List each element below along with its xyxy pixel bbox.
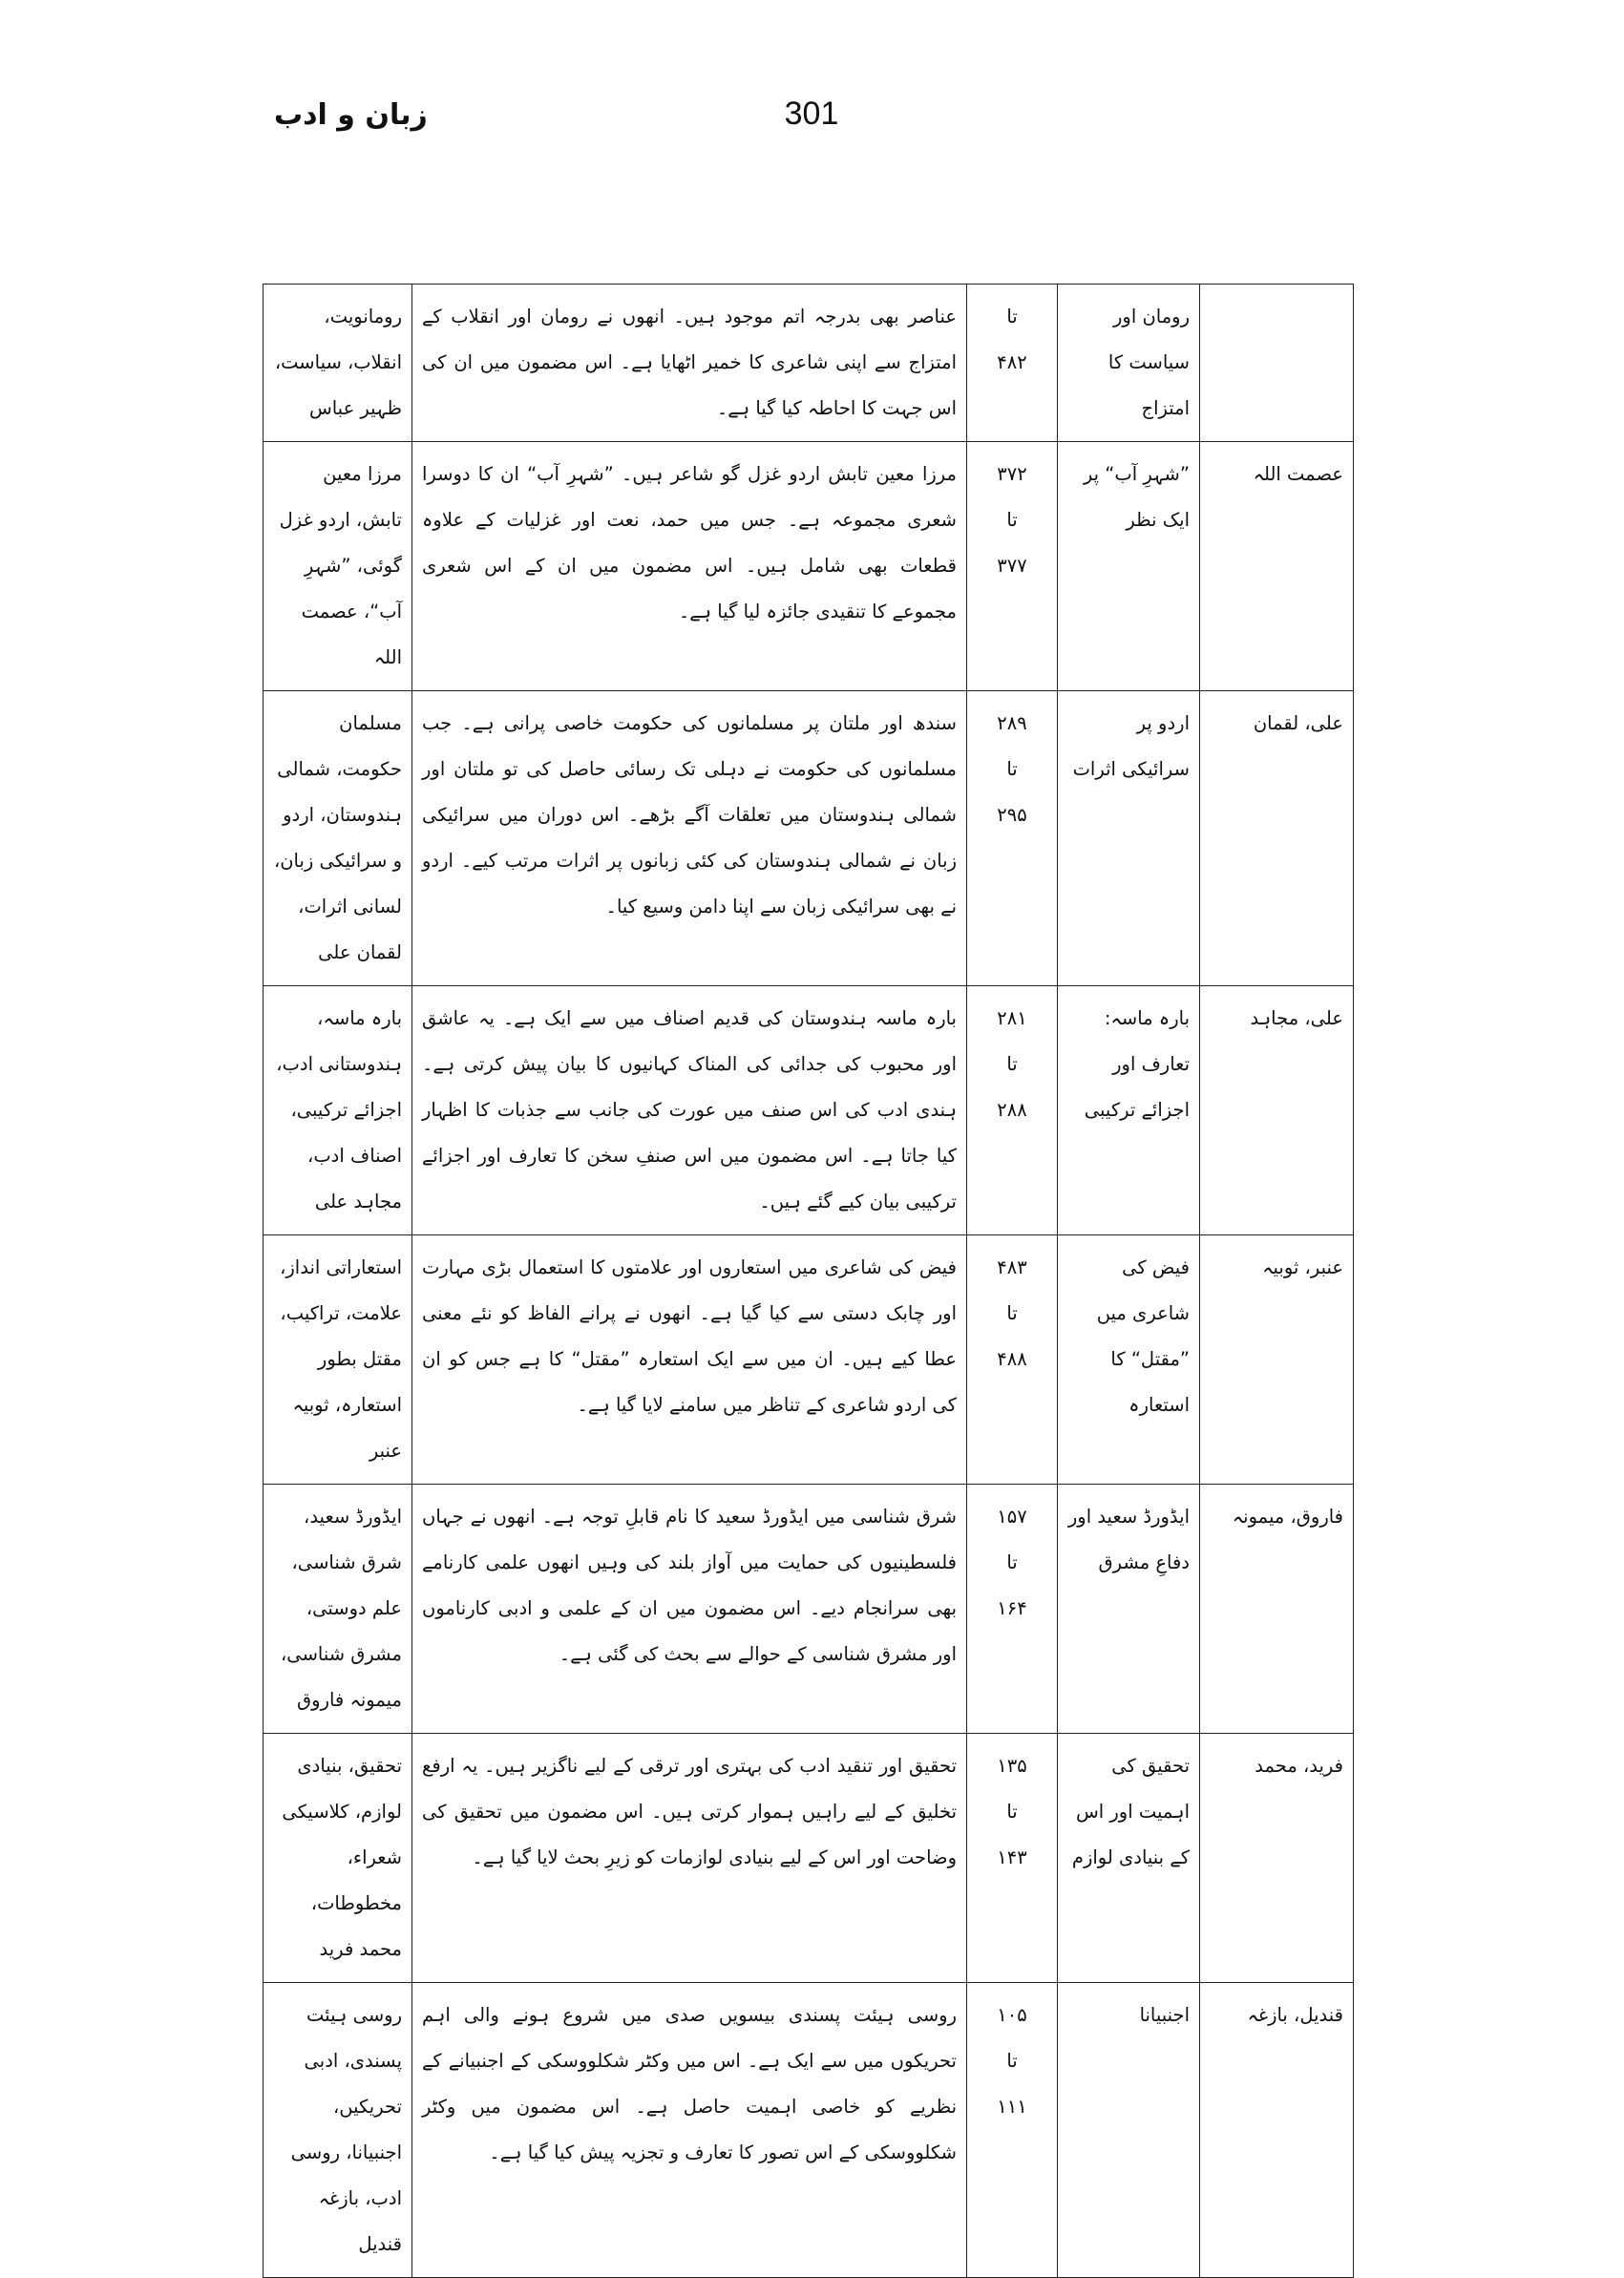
page-range-part: ۳۷۷ [997, 555, 1027, 577]
author-cell [1200, 285, 1354, 442]
pages-cell [967, 691, 1058, 986]
table-row [264, 1235, 1354, 1485]
page-range-part: ۱۱۱ [997, 2096, 1027, 2118]
table-row [264, 1983, 1354, 2278]
abstract-cell: تحقیق اور تنقید ادب کی بہتری اور ترقی کے لیے ناگزیر ہیں۔ یہ ارفع تخلیق کے لیے راہیں ہموار کرتی ہیں۔ اس مضمون میں تحقیق کی وضاحت اور اس کے لیے بنیادی لوازمات کو زیرِ بحث لایا گیا ہے۔ [412, 1734, 967, 1983]
page-range-part: تا [1006, 306, 1018, 327]
page-range-part: تا [1006, 2050, 1018, 2072]
keywords-cell: مسلمان حکومت، شمالی ہندوستان، اردو و سرائیکی زبان، لسانی اثرات، لقمان علی [264, 691, 412, 986]
author-cell: فرید، محمد [1200, 1734, 1354, 1983]
title-cell: رومان اور سیاست کا امتزاج [1058, 285, 1200, 442]
page-range-part: ۴۸۸ [997, 1348, 1027, 1370]
page-range-part: تا [1006, 1801, 1018, 1823]
author-cell: عصمت اللہ [1200, 442, 1354, 691]
table-row [264, 691, 1354, 986]
page-range-part: ۱۵۷ [997, 1506, 1027, 1528]
page-range-part: ۱۰۵ [997, 2004, 1027, 2026]
keywords-cell: ایڈورڈ سعید، شرق شناسی، علم دوستی، مشرق شناسی، میمونہ فاروق [264, 1485, 412, 1734]
pages-cell [967, 1235, 1058, 1485]
keywords-cell: بارہ ماسہ، ہندوستانی ادب، اجزائے ترکیبی، اصناف ادب، مجاہد علی [264, 986, 412, 1235]
page-range-part: ۱۶۴ [997, 1597, 1027, 1619]
pages-cell [967, 1983, 1058, 2278]
page-range-part: ۲۸۸ [997, 1099, 1027, 1121]
keywords-cell: رومانویت، انقلاب، سیاست، ظہیر عباس [264, 285, 412, 442]
abstract-cell: فیض کی شاعری میں استعاروں اور علامتوں کا استعمال بڑی مہارت اور چابک دستی سے کیا گیا ہے۔ انھوں نے پرانے الفاظ کو نئے معنی عطا کیے ہیں۔ ان میں سے ایک استعارہ ”مقتل“ کا ہے جس کو ان کی اردو شاعری کے تناظر میں سامنے لایا گیا ہے۔ [412, 1235, 967, 1485]
page-range-part: تا [1006, 1053, 1018, 1075]
title-cell: ایڈورڈ سعید اور دفاعِ مشرق [1058, 1485, 1200, 1734]
abstract-cell: شرق شناسی میں ایڈورڈ سعید کا نام قابلِ توجہ ہے۔ انھوں نے جہاں فلسطینیوں کی حمایت میں آواز بلند کی وہیں انھوں علمی کارنامے بھی سرانجام دیے۔ اس مضمون میں ان کے علمی و ادبی کارناموں اور مشرق شناسی کے حوالے سے بحث کی گئی ہے۔ [412, 1485, 967, 1734]
abstract-cell: عناصر بھی بدرجہ اتم موجود ہیں۔ انھوں نے رومان اور انقلاب کے امتزاج سے اپنی شاعری کا خمیر اٹھایا ہے۔ اس مضمون میں ان کی اس جہت کا احاطہ کیا گیا ہے۔ [412, 285, 967, 442]
page-range-part: ۳۷۲ [997, 463, 1027, 485]
pages-cell [967, 442, 1058, 691]
author-cell: علی، لقمان [1200, 691, 1354, 986]
table-row [264, 442, 1354, 691]
table-row [264, 986, 1354, 1235]
table-row [264, 285, 1354, 442]
journal-title: زبان و ادب [274, 98, 428, 132]
pages-cell [967, 285, 1058, 442]
title-cell: اجنبیانا [1058, 1983, 1200, 2278]
pages-cell [967, 1485, 1058, 1734]
title-cell: فیض کی شاعری میں ”مقتل“ کا استعارہ [1058, 1235, 1200, 1485]
page-number: 301 [784, 95, 839, 132]
keywords-cell: تحقیق، بنیادی لوازم، کلاسیکی شعراء، مخطوطات، محمد فرید [264, 1734, 412, 1983]
index-table [263, 284, 1354, 2278]
abstract-cell: سندھ اور ملتان پر مسلمانوں کی حکومت خاصی پرانی ہے۔ جب مسلمانوں کی حکومت نے دہلی تک رسائی حاصل کی تو ملتان اور شمالی ہندوستان میں تعلقات آگے بڑھے۔ اس دوران میں سرائیکی زبان نے شمالی ہندوستان کی کئی زبانوں پر اثرات مرتب کیے۔ اردو نے بھی سرائیکی زبان سے اپنا دامن وسیع کیا۔ [412, 691, 967, 986]
page-range-part: ۲۹۵ [997, 804, 1027, 826]
pages-cell [967, 1734, 1058, 1983]
title-cell: بارہ ماسہ: تعارف اور اجزائے ترکیبی [1058, 986, 1200, 1235]
page-range-part: ۱۳۵ [997, 1755, 1027, 1777]
abstract-cell: روسی ہیئت پسندی بیسویں صدی میں شروع ہونے والی اہم تحریکوں میں سے ایک ہے۔ اس میں وکٹر شکلووسکی کے اجنبیانے کے نظریے کو خاصی اہمیت حاصل ہے۔ اس مضمون میں وکٹر شکلووسکی کے اس تصور کا تعارف و تجزیہ پیش کیا گیا ہے۔ [412, 1983, 967, 2278]
title-cell: ”شہرِ آب“ پر ایک نظر [1058, 442, 1200, 691]
page-range-part: تا [1006, 1302, 1018, 1324]
author-cell: علی، مجاہد [1200, 986, 1354, 1235]
keywords-cell: مرزا معین تابش، اردو غزل گوئی، ”شہرِ آب“، عصمت اللہ [264, 442, 412, 691]
index-table-body [264, 285, 1354, 2278]
page-range-part: تا [1006, 1551, 1018, 1573]
page-range-part: تا [1006, 758, 1018, 780]
table-row [264, 1734, 1354, 1983]
table-row [264, 1485, 1354, 1734]
page-range-part: ۴۸۳ [997, 1256, 1027, 1278]
keywords-cell: استعاراتی انداز، علامت، تراکیب، مقتل بطور استعارہ، ثوبیہ عنبر [264, 1235, 412, 1485]
page-range-part: تا [1006, 509, 1018, 531]
page-range-part: ۴۸۲ [997, 351, 1027, 373]
page-range-part: ۲۸۹ [997, 712, 1027, 734]
title-cell: اردو پر سرائیکی اثرات [1058, 691, 1200, 986]
abstract-cell: بارہ ماسہ ہندوستان کی قدیم اصناف میں سے ایک ہے۔ یہ عاشق اور محبوب کی جدائی کی المناک کہانیوں کا بیان پیش کرتی ہے۔ ہندی ادب کی اس صنف میں عورت کی جانب سے جذبات کا اظہار کیا جاتا ہے۔ اس مضمون میں اس صنفِ سخن کا تعارف اور اجزائے ترکیبی بیان کیے گئے ہیں۔ [412, 986, 967, 1235]
keywords-cell: روسی ہیئت پسندی، ادبی تحریکیں، اجنبیانا، روسی ادب، بازغہ قندیل [264, 1983, 412, 2278]
page-range-part: ۲۸۱ [997, 1007, 1027, 1029]
author-cell: فاروق، میمونہ [1200, 1485, 1354, 1734]
page-range-part: ۱۴۳ [997, 1846, 1027, 1868]
title-cell: تحقیق کی اہمیت اور اس کے بنیادی لوازم [1058, 1734, 1200, 1983]
abstract-cell: مرزا معین تابش اردو غزل گو شاعر ہیں۔ ”شہرِ آب“ ان کا دوسرا شعری مجموعہ ہے۔ جس میں حمد، نعت اور غزلیات کے علاوہ قطعات بھی شامل ہیں۔ اس مضمون میں ان کے اس شعری مجموعے کا تنقیدی جائزہ لیا گیا ہے۔ [412, 442, 967, 691]
pages-cell [967, 986, 1058, 1235]
author-cell: عنبر، ثوبیہ [1200, 1235, 1354, 1485]
author-cell: قندیل، بازغہ [1200, 1983, 1354, 2278]
